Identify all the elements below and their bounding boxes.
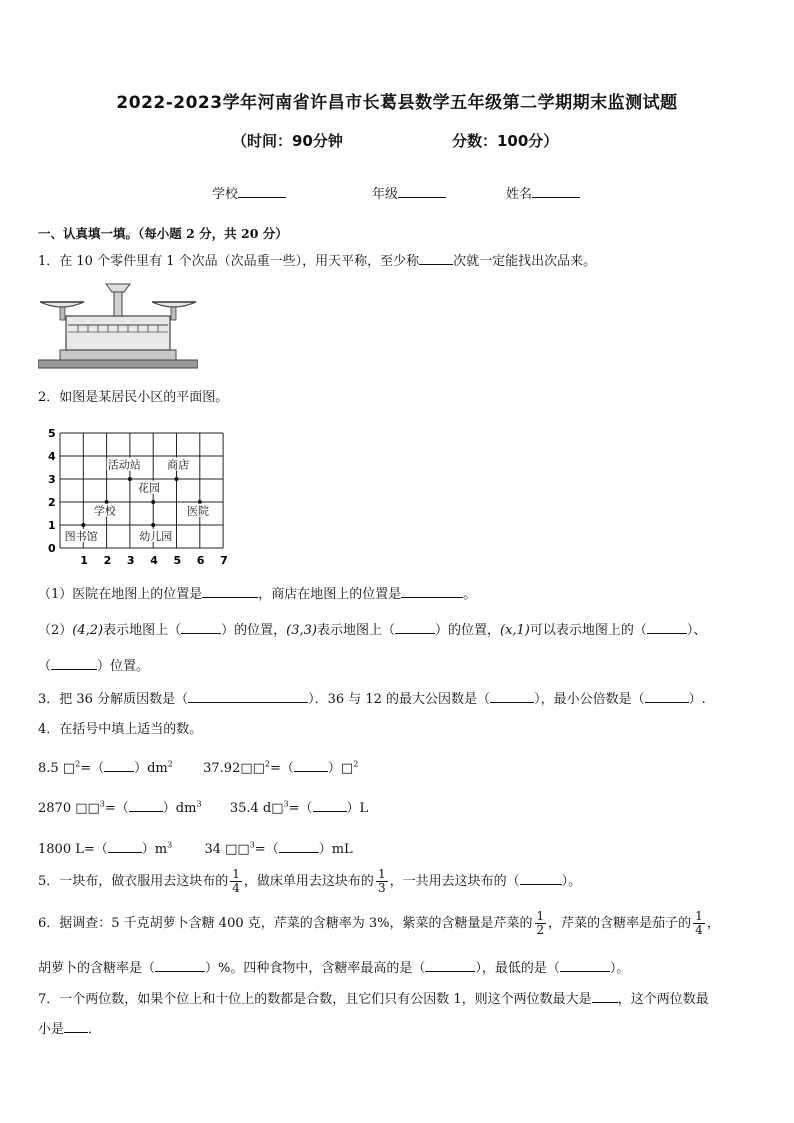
prime-factor-blank[interactable] (188, 690, 308, 703)
gcd-blank[interactable] (490, 690, 534, 703)
q4-r2-eq-1: =（ (104, 801, 129, 816)
sup: 2 (167, 759, 173, 769)
q4-r2-eq-2: =（ (288, 801, 313, 816)
place-label-hospital: 医院 (186, 504, 209, 518)
x-tick-label: 6 (196, 554, 205, 567)
blank-4-2[interactable] (181, 621, 221, 634)
place-label-activity: 活动站 (107, 458, 141, 472)
question-7 (38, 988, 709, 1007)
sup: 3 (283, 799, 289, 809)
blank-x-1-a[interactable] (647, 621, 687, 634)
q4-r3-value-2: 34 □□ (204, 842, 250, 857)
q7-text-4: ． (88, 1022, 102, 1037)
balance-scale-image (38, 280, 198, 370)
y-tick-label: 0 (48, 542, 56, 555)
section-heading: 一、认真填一填。（每小题 2 分，共 20 分） (38, 226, 288, 241)
lowest-blank[interactable] (560, 959, 610, 972)
name-blank[interactable] (532, 185, 580, 198)
frac-num: 1 (695, 909, 703, 923)
question-6-cont (38, 957, 629, 976)
map-point (128, 477, 132, 481)
school-blank[interactable] (238, 185, 286, 198)
q4-row-1 (38, 757, 358, 776)
map-point (175, 477, 179, 481)
q6-text-4: 胡萝卜的含糖率是（ (38, 961, 156, 976)
q4-r1-value-2: 37.92□□ (203, 761, 265, 776)
frac-den: 3 (377, 881, 386, 895)
school-field (212, 183, 286, 202)
q6-text-2: ，芹菜的含糖率是茄子的 (548, 916, 692, 931)
blank-3-3[interactable] (395, 621, 435, 634)
q5-blank[interactable] (520, 872, 562, 885)
question-7-cont (38, 1018, 101, 1037)
q4-blank-3[interactable] (129, 799, 163, 812)
q2-p2-text-5: 可以表示地图上的（ (529, 623, 647, 638)
sup: 3 (167, 840, 173, 850)
map-point (151, 500, 155, 504)
q6-text-3: ， (706, 916, 720, 931)
frac-den: 4 (695, 923, 703, 937)
q4-row-2 (38, 797, 368, 816)
q4-r3-unit-2: ）mL (318, 842, 353, 857)
q5-text-4: ）。 (561, 874, 582, 889)
q4-r2-unit-2: ）L (346, 801, 369, 816)
y-tick-label: 5 (48, 427, 56, 440)
carrot-sugar-blank[interactable] (155, 959, 205, 972)
q2-p1-text: （1）医院在地图上的位置是 (38, 587, 203, 602)
sup: 2 (353, 759, 359, 769)
y-tick-label: 3 (48, 473, 56, 486)
q4-r2-value-2: 35.4 d□ (229, 801, 284, 816)
coordinate-x-1: (x,1) (500, 623, 530, 638)
question-4: 4．在括号中填上适当的数。 (38, 722, 203, 737)
map-point (151, 523, 155, 527)
q6-text-7: ）。 (609, 961, 630, 976)
q6-text-5: ）%。四种食物中，含糖率最高的是（ (205, 961, 426, 976)
frac-num: 1 (232, 867, 240, 881)
question-1 (38, 250, 596, 269)
frac-num: 1 (377, 867, 386, 881)
lcm-blank[interactable] (645, 690, 689, 703)
question-6 (38, 910, 720, 937)
q3-text-4: ）. (688, 692, 706, 707)
x-tick-label: 5 (173, 554, 182, 567)
sup: 3 (249, 840, 255, 850)
sup: 3 (99, 799, 105, 809)
q1-text-end: 次就一定能找出次品来。 (453, 254, 597, 269)
q4-r3-eq: =（ (254, 842, 279, 857)
q2-p2-label: （2） (38, 623, 73, 638)
q5-text-3: ，一共用去这块布的（ (389, 874, 520, 889)
grade-field (372, 183, 446, 202)
q4-blank-1[interactable] (104, 759, 134, 772)
q2-p2-text-6: ）、 (686, 623, 707, 638)
y-tick-label: 2 (48, 496, 56, 509)
q2-p2-text-1: 表示地图上（ (103, 623, 182, 638)
sup: 3 (196, 799, 202, 809)
hospital-position-blank[interactable] (202, 585, 258, 598)
min-number-blank[interactable] (64, 1020, 88, 1033)
q7-text-3: 小是 (38, 1022, 65, 1037)
map-point (81, 523, 85, 527)
q3-text-2: ）．36 与 12 的最大公因数是（ (308, 692, 491, 707)
q2-p2-text-7: （ (38, 659, 52, 674)
name-field (506, 183, 580, 202)
q4-r1-eq-1: =（ (80, 761, 105, 776)
blank-x-1-b[interactable] (51, 657, 97, 670)
q7-text-2: ，这个两位数最 (617, 992, 709, 1007)
highest-blank[interactable] (425, 959, 475, 972)
q7-text-1: 7．一个两位数，如果个位上和十位上的数都是合数，且它们只有公因数 1，则这个两位数最大是 (38, 992, 592, 1007)
shop-position-blank[interactable] (401, 585, 463, 598)
x-tick-label: 2 (103, 554, 112, 567)
q2-p2-text-8: ）位置。 (97, 659, 150, 674)
q4-r1-unit-1: ）dm (134, 761, 168, 776)
q2-p2-text-2: ）的位置， (221, 623, 287, 638)
map-point (198, 500, 202, 504)
q1-text: 1．在 10 个零件里有 1 个次品（次品重一些），用天平称，至少称 (38, 254, 420, 269)
frac-num: 1 (536, 909, 545, 923)
community-grid-map (44, 420, 244, 570)
question-5 (38, 868, 581, 895)
x-tick-label: 3 (126, 554, 135, 567)
q4-row-3 (38, 838, 353, 857)
q5-text-2: ，做床单用去这块布的 (243, 874, 374, 889)
sup: 2 (75, 759, 81, 769)
question-2-part-1 (38, 583, 476, 602)
q4-r1-value-1: 8.5 □ (38, 761, 76, 776)
name-label: 姓名 (506, 187, 533, 202)
q4-r2-unit-1: ）dm (162, 801, 197, 816)
q2-p1-text-mid: ，商店在地图上的位置是 (258, 587, 402, 602)
fraction-one-half (535, 910, 547, 937)
max-number-blank[interactable] (592, 990, 618, 1003)
page-title: 2022-2023学年河南省许昌市长葛县数学五年级第二学期期末监测试题 (116, 93, 678, 113)
x-tick-label: 1 (80, 554, 88, 567)
q4-blank-4[interactable] (313, 799, 347, 812)
x-tick-label: 7 (220, 554, 228, 567)
grade-label: 年级 (372, 187, 399, 202)
q4-r1-eq-2: =（ (270, 761, 294, 776)
frac-den: 4 (232, 881, 240, 895)
question-2-part-2 (38, 619, 706, 638)
y-tick-label: 4 (48, 450, 56, 463)
q4-r3-unit-1: ）m (141, 842, 168, 857)
fraction-one-third (376, 868, 388, 895)
exam-time: （时间：90分钟 (232, 132, 343, 150)
q2-p2-text-4: ）的位置， (434, 623, 500, 638)
frac-den: 2 (536, 923, 545, 937)
q6-text-1: 6．据调查：5 千克胡萝卜含糖 400 克，芹菜的含糖率为 3%，紫菜的含糖量是芹菜的 (38, 916, 533, 931)
coordinate-3-3: (3,3) (286, 623, 317, 638)
q2-p2-text-3: 表示地图上（ (316, 623, 395, 638)
q4-blank-2[interactable] (294, 759, 328, 772)
x-tick-label: 4 (150, 554, 158, 567)
q3-text-1: 3．把 36 分解质因数是（ (38, 692, 189, 707)
school-label: 学校 (212, 187, 239, 202)
q6-text-6: ），最低的是（ (475, 961, 560, 976)
q3-text-3: ），最小公倍数是（ (534, 692, 645, 707)
place-label-school: 学校 (93, 504, 116, 518)
fraction-one-quarter (230, 868, 242, 895)
q4-r1-unit-2: ）□ (327, 761, 354, 776)
q4-r2-value-1: 2870 □□ (38, 801, 100, 816)
sup: 2 (264, 759, 271, 769)
y-tick-label: 1 (48, 519, 56, 532)
question-2-part-2-cont (38, 655, 149, 674)
place-label-shop: 商店 (167, 458, 190, 472)
q1-blank[interactable] (419, 252, 453, 265)
place-label-garden: 花园 (138, 481, 161, 495)
q4-blank-6[interactable] (279, 840, 319, 853)
q2-p1-text-end: 。 (463, 587, 477, 602)
question-3 (38, 688, 706, 707)
fraction-one-quarter (693, 910, 705, 937)
q4-blank-5[interactable] (108, 840, 142, 853)
exam-score: 分数：100分） (452, 132, 559, 150)
map-point (105, 500, 109, 504)
q5-text-1: 5．一块布，做衣服用去这块布的 (38, 874, 229, 889)
q4-r3-value-1: 1800 L=（ (38, 842, 108, 857)
place-label-kindergarten: 幼儿园 (139, 529, 173, 543)
question-2: 2．如图是某居民小区的平面图。 (38, 390, 229, 405)
coordinate-4-2: (4,2) (72, 623, 104, 638)
place-label-library: 图书馆 (64, 529, 98, 543)
grade-blank[interactable] (398, 185, 446, 198)
